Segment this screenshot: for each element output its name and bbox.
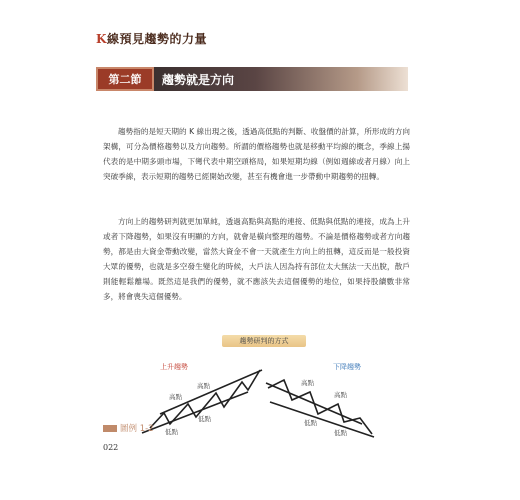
page-number: 022 [103,443,119,452]
downtrend-low-label-2: 低點 [334,429,347,437]
caption-marker [103,425,117,432]
uptrend-high-label-2: 高點 [169,393,182,401]
uptrend-low-label: 低點 [198,415,211,423]
downtrend-title: 下降趨勢 [333,363,361,371]
section-number: 第二節 [96,67,154,91]
body-paragraph-2: 方向上的趨勢研判就更加單純，透過高點與高點的連接、低點與低點的連接，成為上升或者下降趨勢，如果沒有明顯的方向，就會是橫向整理的趨勢。不論是價格趨勢或者方向趨勢，都是由大資金帶動改變，當然大資金不會一天就產生方向上的扭轉，這反而是一般投資大眾的優勢，也就是多空發生變化的時候，大戶法人因為持有部位太大無法一天出脫，散戶則能輕鬆離場。既然這是我們的優勢，就不應該失去這個優勢的地位，如果持股續數非常多，將會喪失這個優勢。 [103,217,410,301]
figure-caption [103,422,154,434]
section-title: 趨勢就是方向 [154,67,408,91]
downtrend-channel [266,380,374,437]
downtrend-low-label: 低點 [304,419,317,427]
uptrend-channel [142,370,262,433]
downtrend-high-label-2: 高點 [334,391,347,399]
diagram-title: 趨勢研判的方式 [222,335,306,347]
book-title-text: 線預見趨勢的力量 [106,32,207,46]
book-title-k: K [96,32,107,46]
uptrend-low-label-2: 低點 [165,428,178,436]
uptrend-title: 上升趨勢 [160,363,188,371]
downtrend-high-label: 高點 [301,379,314,387]
caption-text: 圖例 1-2 [120,424,154,434]
uptrend-high-label: 高點 [197,382,210,390]
body-paragraph-1: 趨勢指的是短天期的 K 線出現之後，透過高低點的判斷、收盤價的計算，所形成的方向架構，可分為價格趨勢以及方向趨勢。所謂的價格趨勢也就是移動平均線的概念，季線上揚代表的是中期多頭市場，下彎代表中期空頭格局，如果短期均線（例如週線或者月線）向上突破季線，表示短期的趨勢已經開始改變，甚至有機會進一步帶動中期趨勢的扭轉。 [103,127,410,181]
